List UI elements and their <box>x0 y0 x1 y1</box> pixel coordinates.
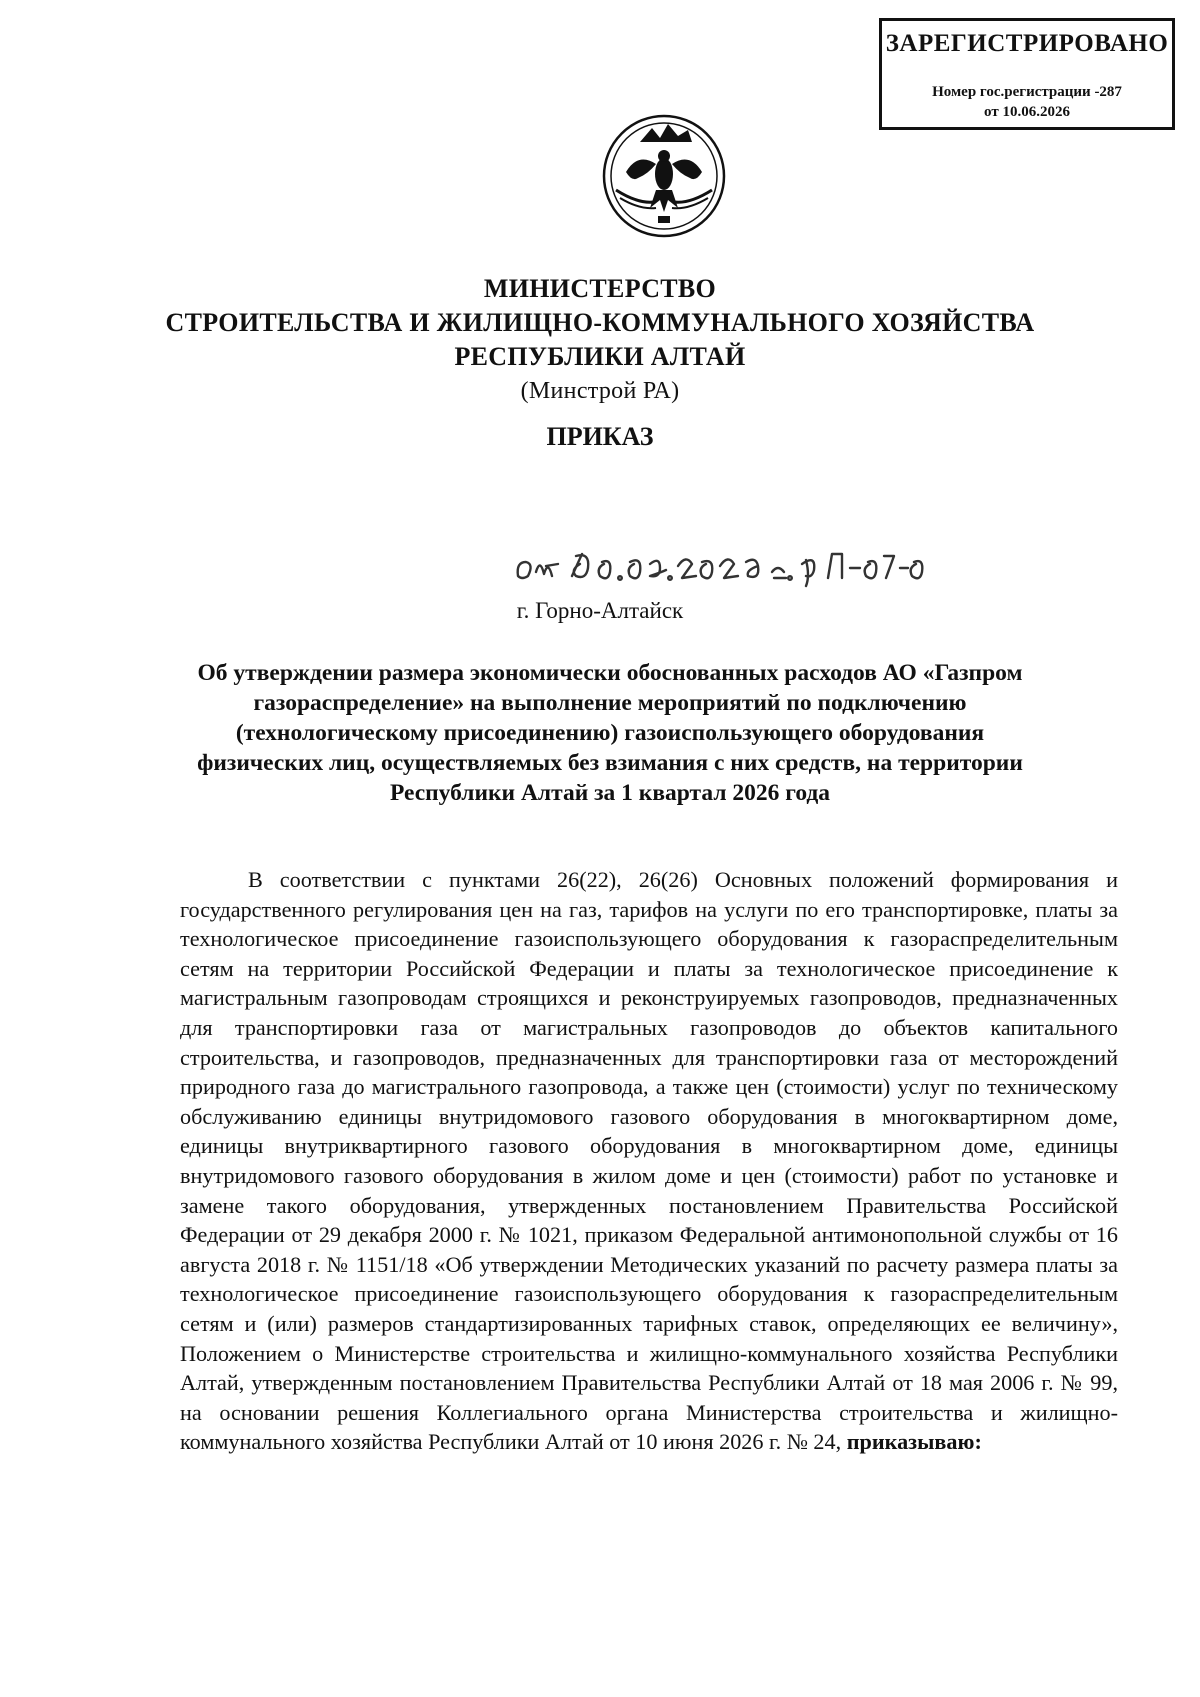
stamp-title: ЗАРЕГИСТРИРОВАНО <box>885 30 1169 57</box>
ministry-abbreviation: (Минстрой РА) <box>520 378 680 404</box>
stamp-registration-number: Номер гос.регистрации -287 <box>932 84 1122 100</box>
registration-stamp <box>879 18 1175 130</box>
body-paragraph <box>180 865 1118 1457</box>
city-line: г. Горно-Алтайск <box>516 598 684 623</box>
body-text: В соответствии с пунктами 26(22), 26(26) Основных положений формирования и государственного регулирования цен на газ, тарифов на услуги по его транспортировке, платы за технологическое присоединение газоиспользующего оборудования к газораспределительным сетям на территории Российской Федерации и платы за технологическое присоединение к магистральным газопроводам строящихся и реконструируемых газопроводов, предназначенных для транспортировки газа от магистральных газопроводов до объектов капитального строительства, и газопроводов, предназначенных для транспортировки газа от месторождений природного газа до магистрального газопровода, а также цен (стоимости) услуг по техническому обслуживанию единицы внутридомового газового оборудования в многоквартирном доме, единицы внутриквартирного газового оборудования в многоквартирном доме, единицы внутридомового газового оборудования в жилом доме и цен (стоимости) работ по установке и замене такого оборудования, утвержденных постановлением Правительства Российской Федерации от 29 декабря 2000 г. № 1021, приказом Федеральной антимонопольной службы от 16 августа 2018 г. № 1151/18 «Об утверждении Методических указаний по расчету размера платы за технологическое присоединение газоиспользующего оборудования к газораспределительным сетям и (или) размеров стандартизированных тарифных ставок, определяющих ее величину», Положением о Министерстве строительства и жилищно-коммунального хозяйства Республики Алтай, утвержденным постановлением Правительства Республики Алтай от 18 мая 2006 г. № 99, на основании решения Коллегиального органа Министерства строительства и жилищно-коммунального хозяйства Республики Алтай от 10 июня 2026 г. № 24, <box>180 867 1118 1455</box>
stamp-registration-date: от 10.06.2026 <box>984 104 1070 120</box>
ministry-line-1: МИНИСТЕРСТВО <box>483 274 717 303</box>
coat-of-arms-icon <box>598 112 730 240</box>
decree-word: приказываю: <box>846 1429 982 1455</box>
ministry-line-3: РЕСПУБЛИКИ АЛТАЙ <box>454 342 746 371</box>
ministry-header <box>0 272 1200 408</box>
document-type: ПРИКАЗ <box>546 422 654 451</box>
document-body <box>180 865 1118 1457</box>
ministry-line-2: СТРОИТЕЛЬСТВА И ЖИЛИЩНО-КОММУНАЛЬНОГО ХОЗЯЙСТВА <box>165 308 1035 337</box>
handwritten-date-number <box>510 532 930 598</box>
document-subject: Об утверждении размера экономически обоснованных расходов АО «Газпром газораспределение» на выполнение мероприятий по подключению (технологическому присоединению) газоиспользующего оборудования физических лиц, осуществляемых без взимания с них средств, на территории Республики Алтай за 1 квартал 2026 года <box>197 660 1023 806</box>
